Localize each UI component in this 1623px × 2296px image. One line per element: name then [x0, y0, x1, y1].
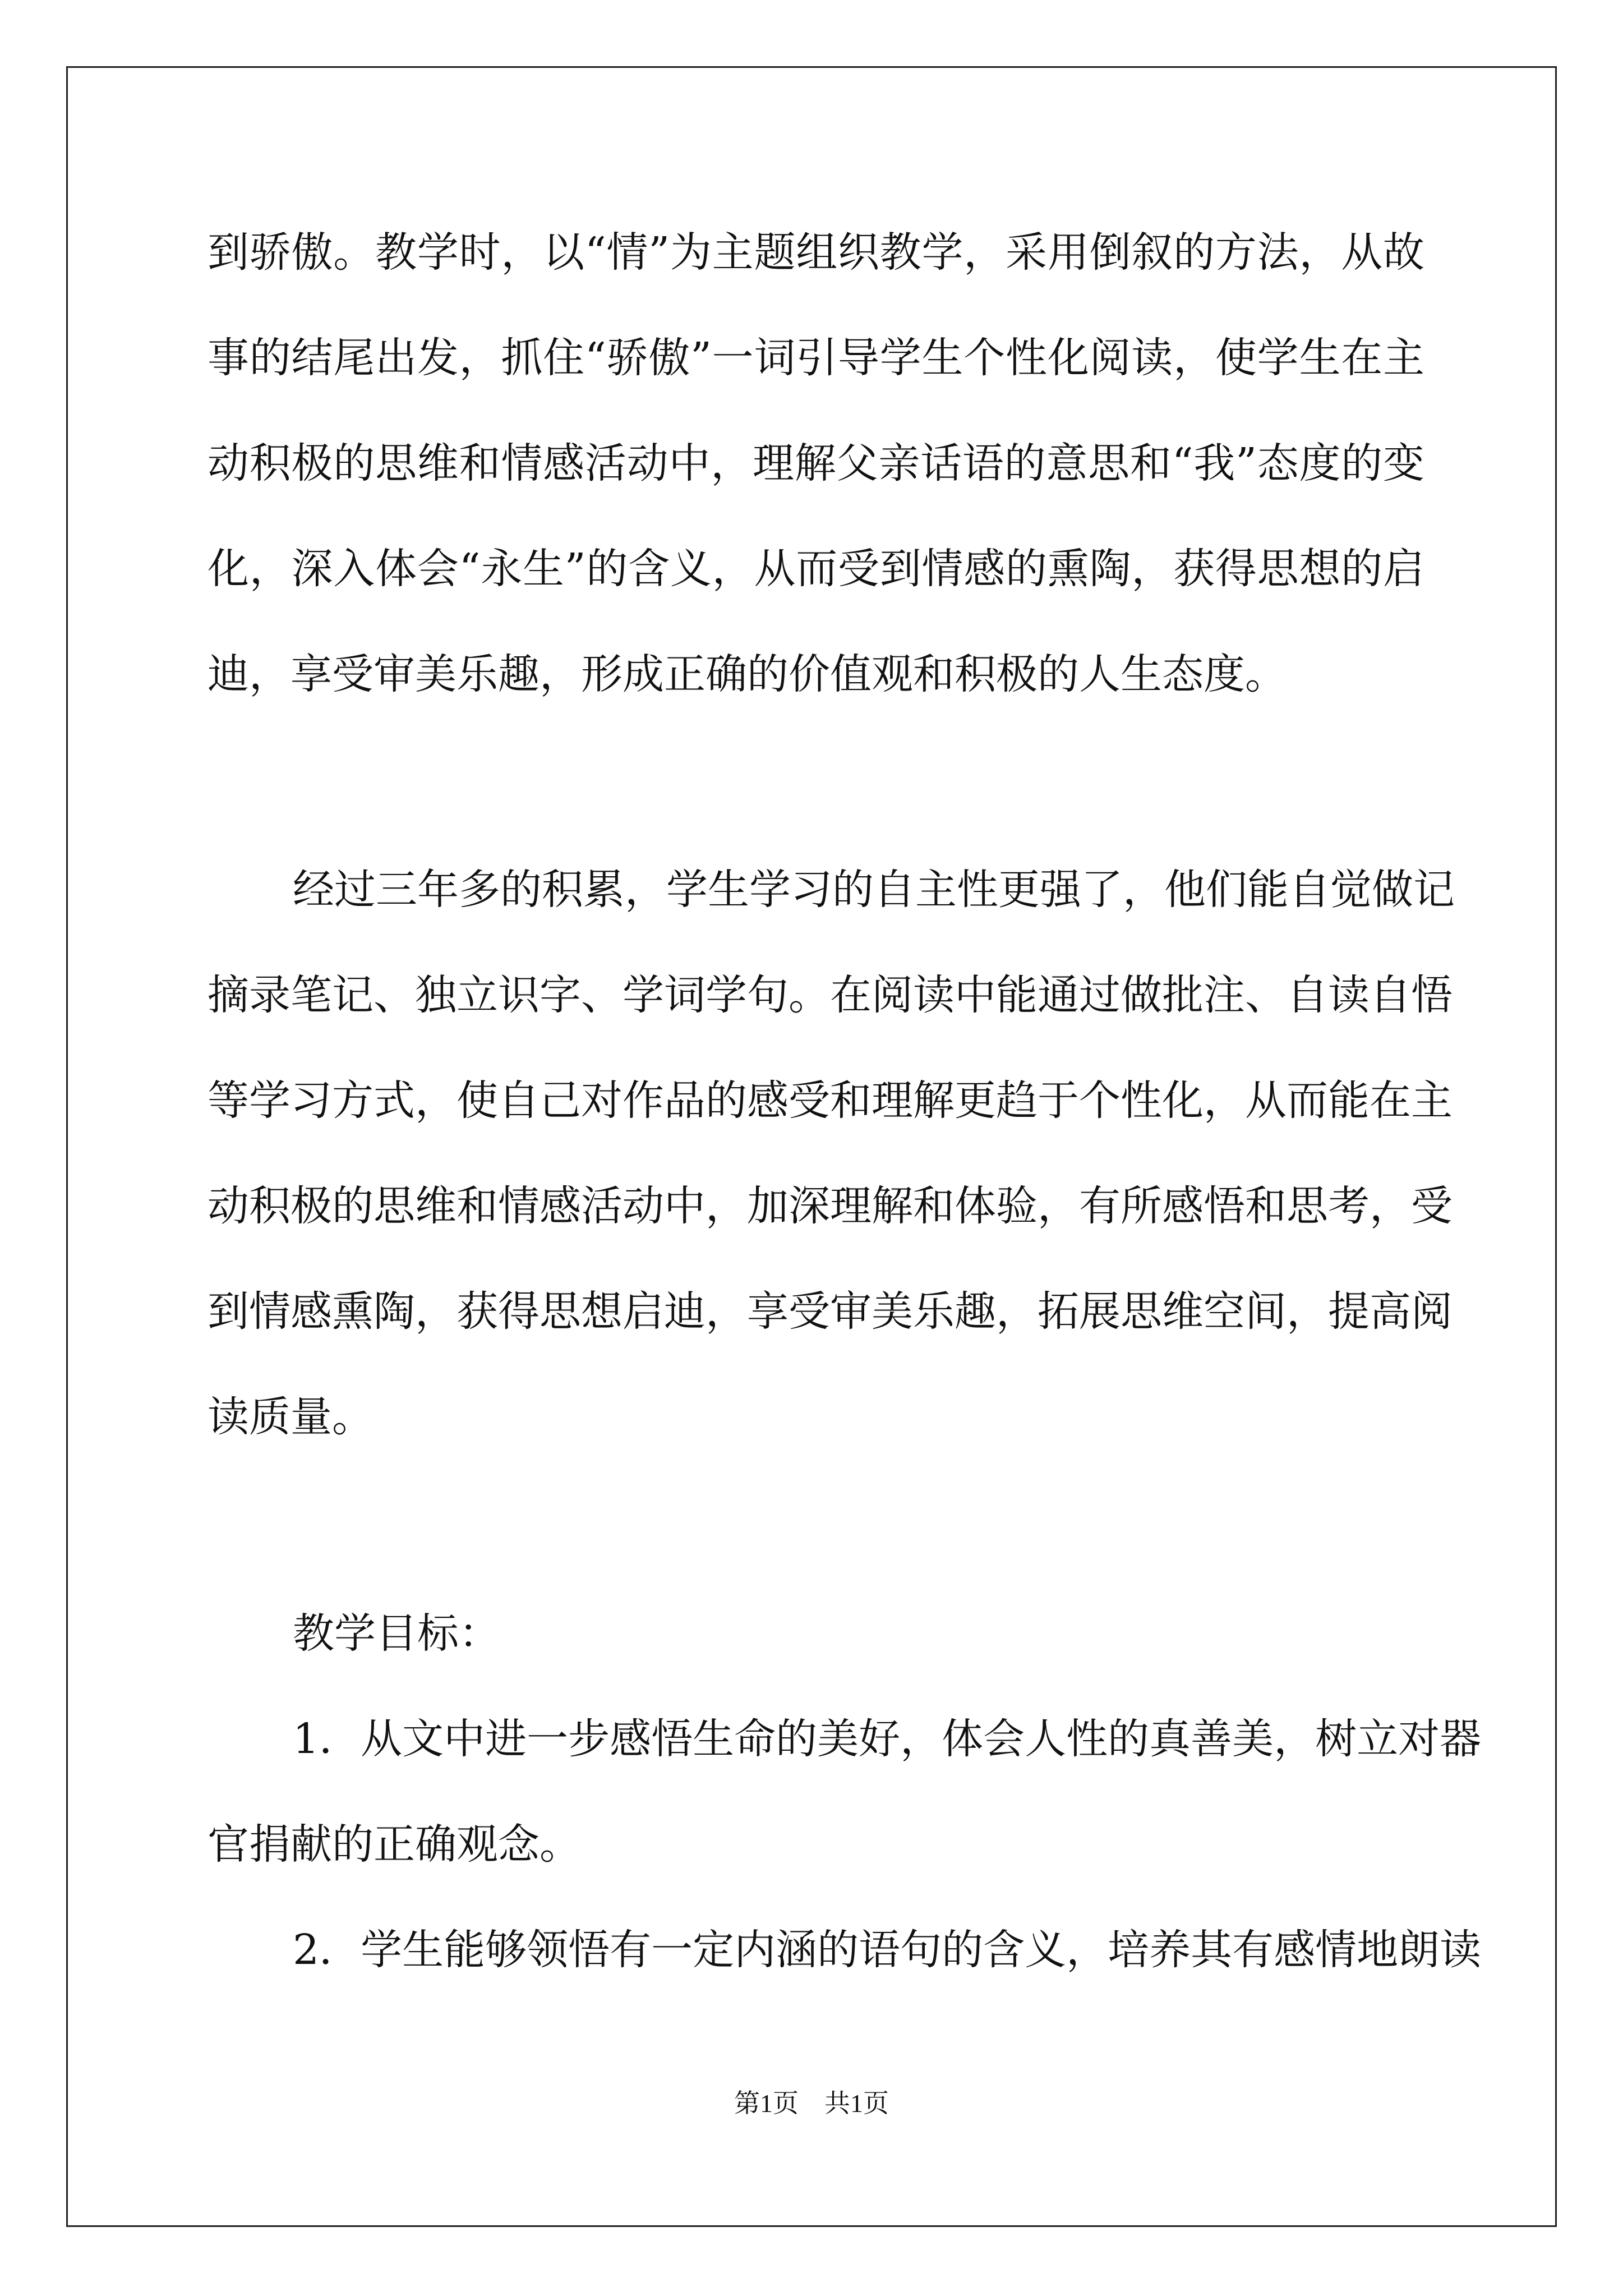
text-line: 到情感熏陶，获得思想启迪，享受审美乐趣，拓展思维空间，提高阅: [208, 1287, 1453, 1336]
text-line: 官捐献的正确观念。: [208, 1820, 581, 1869]
list-item: 2．学生能够领悟有一定内涵的语句的含义，培养其有感情地朗读: [293, 1926, 1482, 1974]
text-line: 摘录笔记、独立识字、学词学句。在阅读中能通过做批注、自读自悟: [208, 971, 1453, 1019]
text-line: 迪，享受审美乐趣，形成正确的价值观和积极的人生态度。: [208, 650, 1287, 698]
text-line: 动积极的思维和情感活动中，加深理解和体验，有所感悟和思考，受: [208, 1182, 1453, 1230]
text-line: 化，深入体会“永生”的含义，从而受到情感的熏陶，获得思想的启: [208, 545, 1424, 593]
text-line: 事的结尾出发，抓住“骄傲”一词引导学生个性化阅读，使学生在主: [208, 334, 1424, 382]
page-number-footer: 第1页 共1页: [734, 2089, 889, 2118]
text-line: 到骄傲。教学时，以“情”为主题组织教学，采用倒叙的方法，从故: [208, 228, 1424, 277]
text-line: 动积极的思维和情感活动中，理解父亲话语的意思和“我”态度的变: [208, 439, 1424, 487]
text-line: 等学习方式，使自己对作品的感受和理解更趋于个性化，从而能在主: [208, 1076, 1453, 1125]
section-heading: 教学目标：: [293, 1609, 500, 1658]
text-line: 经过三年多的积累，学生学习的自主性更强了，他们能自觉做记: [293, 866, 1455, 914]
text-line: 读质量。: [208, 1393, 374, 1441]
list-item: 1．从文中进一步感悟生命的美好，体会人性的真善美，树立对器: [293, 1715, 1482, 1763]
